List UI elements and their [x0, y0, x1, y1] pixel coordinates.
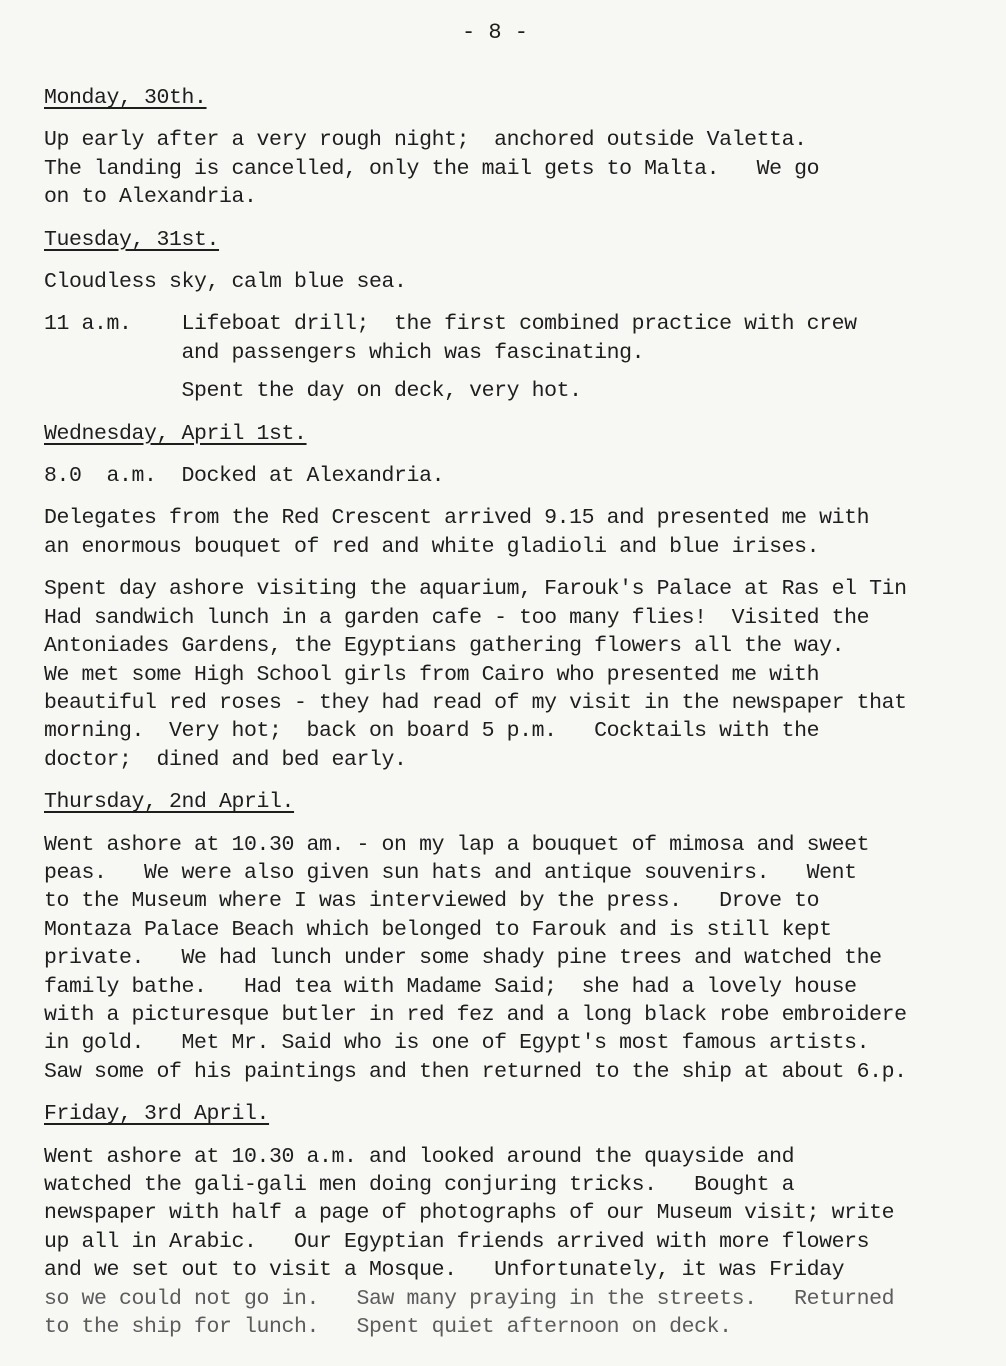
entry-heading: Tuesday, 31st. [44, 227, 220, 252]
entry-paragraph: Delegates from the Red Crescent arrived 9.15 and presented me with an enormous bouquet of red and white gladioli and blue irises. [44, 506, 870, 559]
entry-paragraph: Went ashore at 10.30 am. - on my lap a bouquet of mimosa and sweet peas. We were also given sun hats and antique souvenirs. Went to the Museum where I was interviewed by the press. Drove to Montaza Palace Beach which belonged to Farouk and is still kept private. We had lunch under some shady pine trees and watched the family bathe. Had tea with Madame Said; she had a lovely house with a picturesque butler in red fez and a long black robe embroidere in gold. Met Mr. Said who is one of Egypt's most famous artists. Saw some of his paintings and then returned to the ship at about 6.p. [44, 832, 907, 1084]
entry-heading: Friday, 3rd April. [44, 1102, 270, 1127]
entry-paragraph: 8.0 a.m. Docked at Alexandria. [44, 464, 445, 489]
diary-entry [44, 226, 1006, 406]
entry-heading: Monday, 30th. [44, 86, 207, 110]
page-number: - 8 - [462, 20, 529, 45]
diary-entry [44, 84, 1006, 212]
entry-paragraph: 11 a.m. Lifeboat drill; the first combined practice with crew and passengers which was fascinating. Spent the day on deck, very hot. [44, 312, 857, 404]
entry-paragraph: Went ashore at 10.30 a.m. and looked around the quayside and watched the gali-gali men doing conjuring tricks. Bought a newspaper with half a page of photographs of our Museum visit; write up all in Arabic. Our Egyptian friends arrived with more flowers and we set out to visit a Mosque. Unfortunately, it was Friday so we could not go in. Saw many praying in the streets. Returned to the ship for lunch. Spent quiet afternoon on deck. [44, 1144, 895, 1340]
diary-entry [44, 420, 1006, 774]
entry-paragraph: Spent day ashore visiting the aquarium, Farouk's Palace at Ras el Tin Had sandwich lunch in a garden cafe - too many flies! Visited the Antoniades Gardens, the Egyptians gathering flowers all the way. We met some High School girls from Cairo who presented me with beautiful red roses - they had read of my visit in the newspaper that morning. Very hot; back on board 5 p.m. Cocktails with the doctor; dined and bed early. [44, 577, 907, 772]
diary-entry [44, 788, 1006, 1086]
entry-paragraph: Up early after a very rough night; anchored outside Valetta. The landing is cancelled, only the mail gets to Malta. We go on to Alexandria. [44, 128, 820, 210]
entry-heading: Wednesday, April 1st. [44, 421, 307, 446]
diary-content [44, 84, 1006, 1341]
entry-heading: Thursday, 2nd April. [44, 790, 295, 815]
diary-entry [44, 1100, 1006, 1341]
entry-paragraph: Cloudless sky, calm blue sea. [44, 270, 407, 295]
